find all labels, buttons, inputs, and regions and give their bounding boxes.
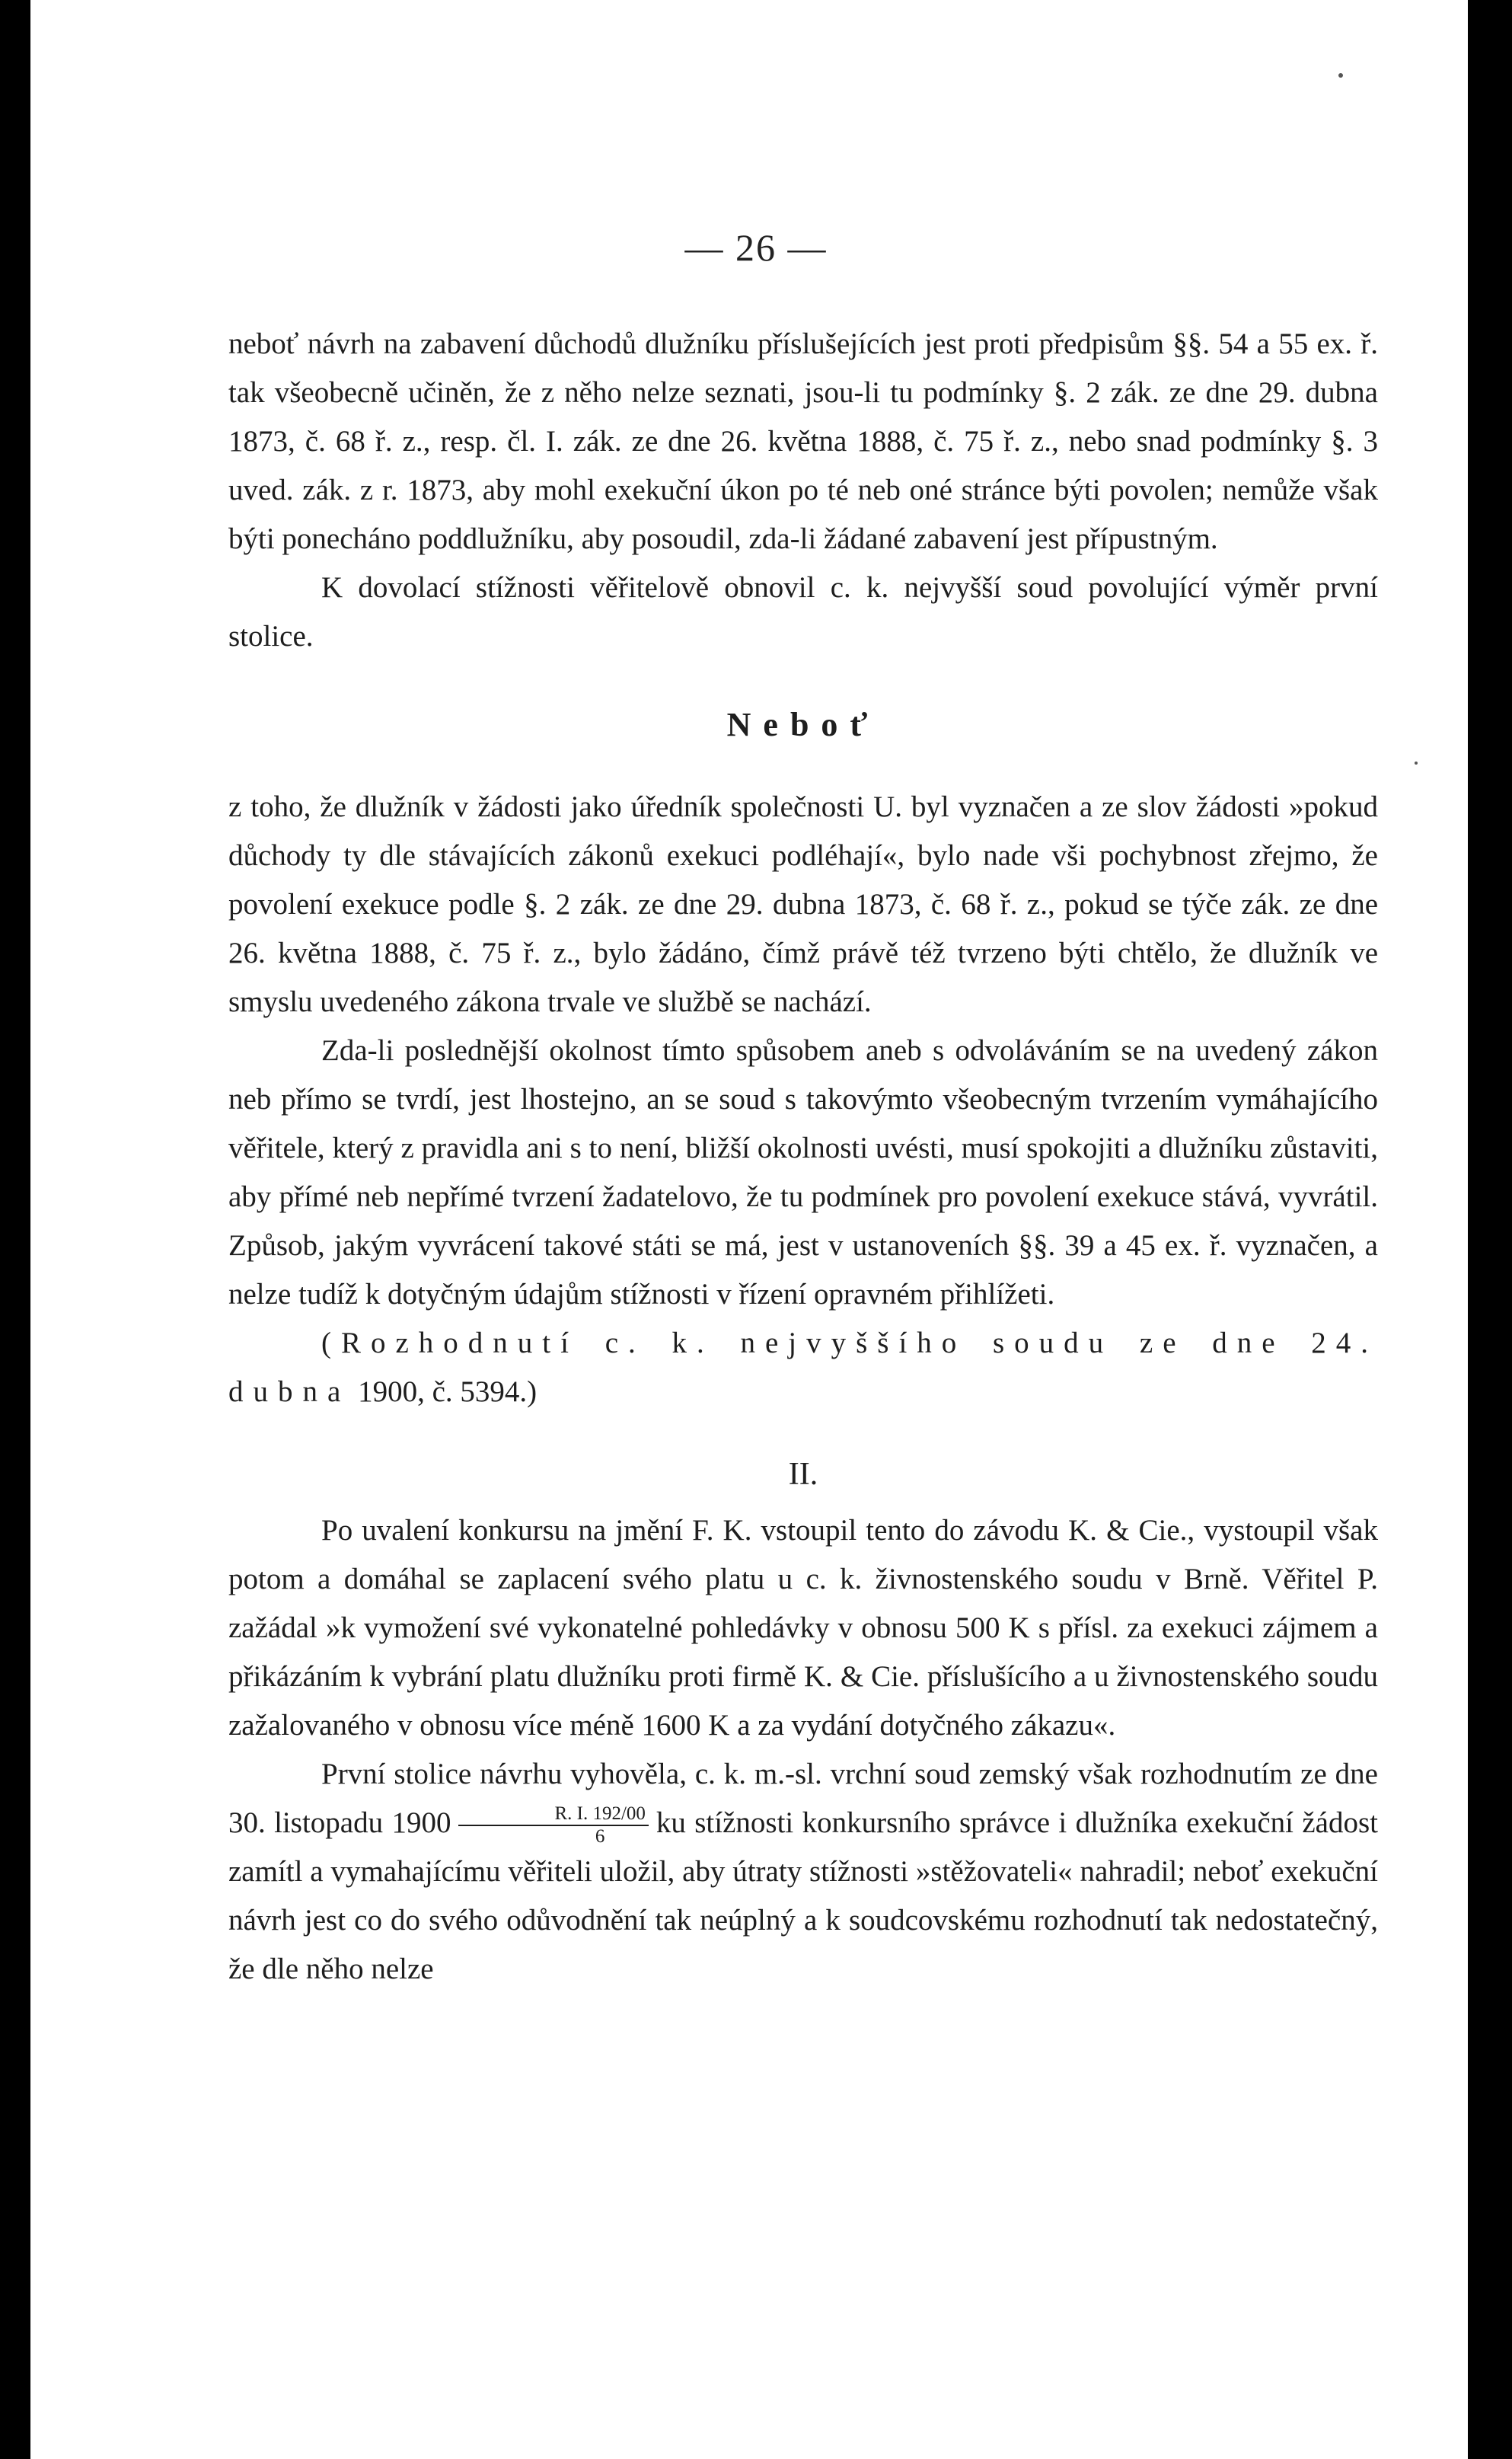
citation [228, 1319, 1378, 1416]
paragraph-6-end: ku stížnosti konkursního správce i dlužníka exekuční žádost zamítl a vymahajícímu věřiteli uložil, aby útraty stížnosti »stěžovateli« nahradil; neboť exekuční návrh jest co do svého odůvodnění tak neúplný a k soudcovskému rozhodnutí tak nedostatečný, že dle něho nelze [228, 1806, 1378, 1986]
paragraph-6 [228, 1750, 1378, 1994]
section-heading: Neboť [726, 706, 880, 743]
fraction-numerator: R. I. 192/00 [458, 1803, 648, 1826]
paragraph-3: z toho, že dlužník v žádosti jako úředník společnosti U. byl vyznačen a ze slov žádosti »pokud důchody ty dle stávajících zákonů exekuci podléhají«, bylo nade vši pochybnost zřejmo, že povolení exekuce podle §. 2 zák. ze dne 29. dubna 1873, č. 68 ř. z., pokud se týče zák. ze dne 26. května 1888, č. 75 ř. z., bylo žádáno, čímž právě též tvrzeno býti chtělo, že dlužník ve smyslu uvedeného zákona trvale ve službě se nachází. [228, 790, 1378, 1018]
scan-speck [1338, 73, 1343, 78]
paragraph-5: Po uvalení konkursu na jmění F. K. vstoupil tento do závodu K. & Cie., vystoupil však potom a domáhal se zaplacení svého platu u c. k. živnostenského soudu v Brně. Věřitel P. zažádal »k vymožení své vykonatelné pohledávky v obnosu 500 K s přísl. za exekuci zájmem a přikázáním k vybrání platu dlužníku proti firmě K. & Cie. příslušícího a u živnostenského soudu zažalovaného v obnosu více méně 1600 K a za vydání dotyčného zákazu«. [228, 1514, 1378, 1742]
page-number: — 26 — [684, 226, 828, 269]
citation-spaced: (Rozhodnutí c. k. nejvyššího soudu ze dne 24. dubna [228, 1327, 1378, 1408]
fraction-denominator: 6 [595, 1826, 605, 1847]
case-number-fraction [458, 1803, 648, 1847]
citation-rest: 1900, č. 5394.) [358, 1375, 537, 1408]
paragraph-2: K dovolací stížnosti věřitelově obnovil c. k. nejvyšší soud povolující výměr první stolice. [228, 571, 1378, 653]
scan-speck [1415, 762, 1418, 765]
body-text [228, 320, 1378, 1994]
paragraph-4: Zda-li poslednější okolnost tímto spůsobem aneb s odvoláváním se na uvedený zákon neb přímo se tvrdí, jest lhostejno, an se soud s takovýmto všeobecným tvrzením vymáhajícího věřitele, který z pravidla ani s to není, bližší okolnosti uvésti, musí spokojiti a dlužníku zůstaviti, aby přímé neb nepřímé tvrzení žadatelovo, že tu podmínek pro povolení exekuce stává, vyvrátil. Způsob, jakým vyvrácení takové státi se má, jest v ustanoveních §§. 39 a 45 ex. ř. vyznačen, a nelze tudíž k dotyčným údajům stížnosti v řízení opravném přihlížeti. [228, 1034, 1378, 1311]
paragraph-1: neboť návrh na zabavení důchodů dlužníku příslušejících jest proti předpisům §§. 54 a 55 ex. ř. tak všeobecně učiněn, že z něho nelze seznati, jsou-li tu podmínky §. 2 zák. ze dne 29. dubna 1873, č. 68 ř. z., resp. čl. I. zák. ze dne 26. května 1888, č. 75 ř. z., nebo snad podmínky §. 3 uved. zák. z r. 1873, aby mohl exekuční úkon po té neb oné stránce býti povolen; nemůže však býti ponecháno poddlužníku, aby posoudil, zda-li žádané zabavení jest přípustným. [228, 327, 1378, 555]
paragraph-6-start: První stolice návrhu vyhověla, c. k. m.-sl. vrchní soud zemský však rozhodnutím ze dne 30. listopadu 1900 [228, 1758, 1378, 1839]
section-numeral: II. [788, 1457, 818, 1492]
